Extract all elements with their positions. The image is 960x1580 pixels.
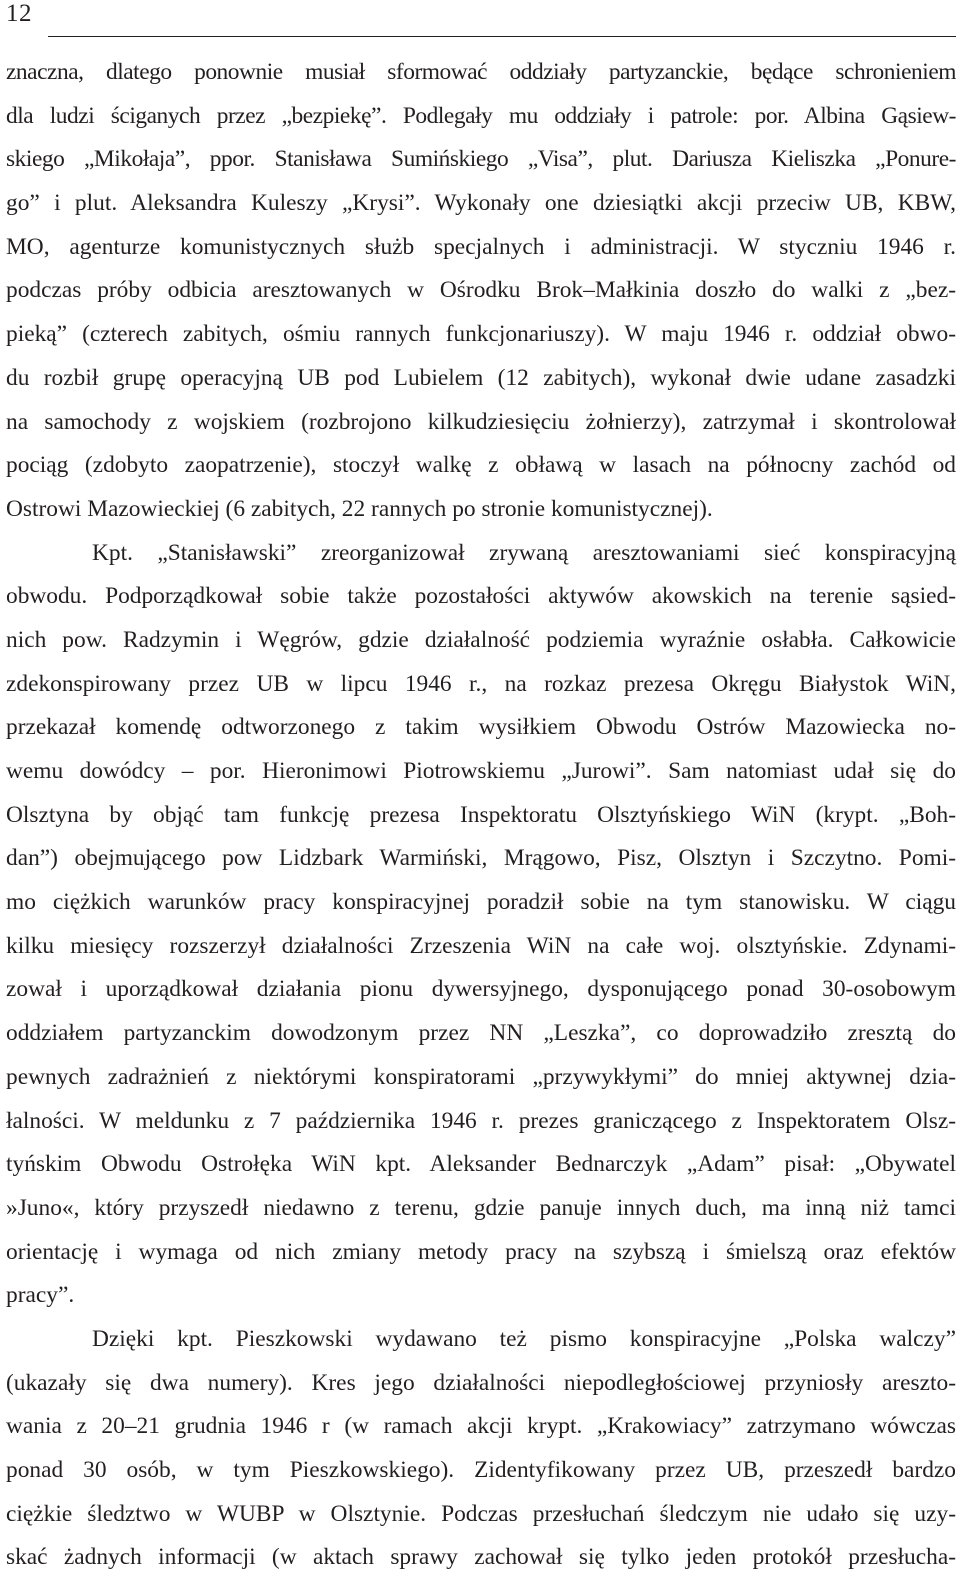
text-line: wania z 20–21 grudnia 1946 r (w ramach akcji krypt. „Krakowiacy” zatrzymano wówczas	[6, 1413, 956, 1440]
text-line: »Juno«, który przyszedł niedawno z terenu, gdzie panuje innych duch, ma inną niż tamci	[6, 1194, 956, 1221]
text-line: MO, agenturze komunistycznych służb specjalnych i administracji. W styczniu 1946 r.	[6, 233, 956, 260]
text-line: dla ludzi ściganych przez „bezpiekę”. Podlegały mu oddziały i patrole: por. Albina Gąsiew-	[6, 102, 956, 129]
text-line: nich pow. Radzymin i Węgrów, gdzie działalność podziemia wyraźnie osłabła. Całkowicie	[6, 626, 956, 653]
header-rule	[48, 36, 956, 37]
text-line: dan”) obejmującego pow Lidzbark Warmiński, Mrągowo, Pisz, Olsztyn i Szczytno. Pomi-	[6, 845, 956, 872]
text-line: pociąg (zdobyto zaopatrzenie), stoczył walkę z obławą w lasach na północny zachód od	[6, 452, 956, 479]
text-line: zował i uporządkował działania pionu dywersyjnego, dysponującego ponad 30-osobowym	[6, 976, 956, 1003]
page-number: 12	[6, 0, 32, 27]
text-line: podczas próby odbicia aresztowanych w Ośrodku Brok–Małkinia doszło do walki z „bez-	[6, 277, 956, 304]
text-line: mo ciężkich warunków pracy konspiracyjnej poradził sobie na tym stanowisku. W ciągu	[6, 889, 956, 916]
text-line: tyńskim Obwodu Ostrołęka WiN kpt. Aleksander Bednarczyk „Adam” pisał: „Obywatel	[6, 1151, 956, 1178]
text-line: obwodu. Podporządkował sobie także pozostałości aktywów akowskich na terenie sąsied-	[6, 583, 956, 610]
paragraph-start-line: Kpt. „Stanisławski” zreorganizował zrywaną aresztowaniami sieć konspiracyjną	[92, 539, 956, 566]
text-line: przekazał komendę odtworzonego z takim wysiłkiem Obwodu Ostrów Mazowiecka no-	[6, 714, 956, 741]
text-line: (ukazały się dwa numery). Kres jego działalności niepodległościowej przyniosły areszto-	[6, 1369, 956, 1396]
text-line: ponad 30 osób, w tym Pieszkowskiego). Zidentyfikowany przez UB, przeszedł bardzo	[6, 1457, 956, 1483]
text-line: ciężkie śledztwo w WUBP w Olsztynie. Podczas przesłuchań śledczym nie udało się uzy-	[6, 1500, 956, 1527]
text-line: skać żadnych informacji (w aktach sprawy zachował się tylko jeden protokół przesłucha-	[6, 1544, 956, 1571]
text-line: Olsztyna by objąć tam funkcję prezesa Inspektoratu Olsztyńskiego WiN (krypt. „Boh-	[6, 801, 956, 828]
text-line: skiego „Mikołaja”, ppor. Stanisława Sumińskiego „Visa”, plut. Dariusza Kieliszka „Ponure-	[6, 146, 956, 173]
text-line: znaczna, dlatego ponownie musiał sformować oddziały partyzanckie, będące schronieniem	[6, 59, 956, 85]
text-line: pewnych zadrażnień z niektórymi konspiratorami „przywykłymi” do mniej aktywnej dzia-	[6, 1063, 956, 1090]
text-line: go” i plut. Aleksandra Kuleszy „Krysi”. Wykonały one dziesiątki akcji przeciw UB, KBW,	[6, 190, 956, 217]
body-text	[6, 51, 956, 1580]
text-line: wemu dowódcy – por. Hieronimowi Piotrowskiemu „Jurowi”. Sam natomiast udał się do	[6, 758, 956, 784]
text-line: na samochody z wojskiem (rozbrojono kilkudziesięciu żołnierzy), zatrzymał i skontrolował	[6, 408, 956, 435]
text-line: pieką” (czterech zabitych, ośmiu rannych funkcjonariuszy). W maju 1946 r. oddział obwo-	[6, 321, 956, 348]
text-line: łalności. W meldunku z 7 października 1946 r. prezes graniczącego z Inspektoratem Olsz-	[6, 1107, 956, 1134]
text-line: du rozbił grupę operacyjną UB pod Lubielem (12 zabitych), wykonał dwie udane zasadzki	[6, 364, 956, 391]
text-line: orientację i wymaga od nich zmiany metody pracy na szybszą i śmielszą oraz efektów	[6, 1238, 956, 1265]
text-line: kilku miesięcy rozszerzył działalności Zrzeszenia WiN na całe woj. olsztyńskie. Zdynami-	[6, 932, 956, 959]
paragraph-start-line: Dzięki kpt. Pieszkowski wydawano też pismo konspiracyjne „Polska walczy”	[92, 1325, 956, 1352]
paragraph-end-line: Ostrowi Mazowieckiej (6 zabitych, 22 rannych po stronie komunistycznej).	[6, 495, 713, 522]
text-line: oddziałem partyzanckim dowodzonym przez NN „Leszka”, co doprowadziło zresztą do	[6, 1020, 956, 1047]
paragraph-end-line: pracy”.	[6, 1282, 75, 1309]
text-line: zdekonspirowany przez UB w lipcu 1946 r., na rozkaz prezesa Okręgu Białystok WiN,	[6, 670, 956, 697]
